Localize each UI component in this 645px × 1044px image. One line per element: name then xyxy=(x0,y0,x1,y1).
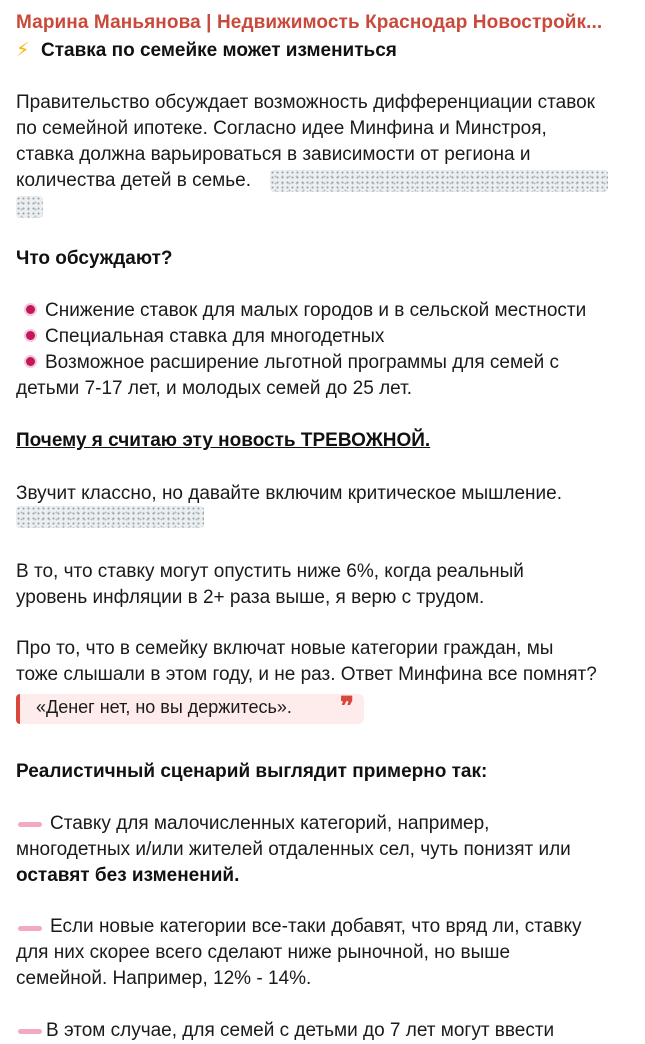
quote-text: «Денег нет, но вы держитесь». xyxy=(36,697,292,717)
scenario-2-line-2: для них скорее всего сделают ниже рыночной, но выше xyxy=(16,942,511,963)
section-title-discussion: Что обсуждают? xyxy=(16,248,173,269)
categories-line-1: Про то, что в семейку включат новые категории граждан, мы xyxy=(16,638,554,659)
categories-line-2: тоже слышали в этом году, и не раз. Ответ Минфина все помнят? xyxy=(16,664,597,685)
scenario-3-line-1: В этом случае, для семей с детьми до 7 лет могут ввести xyxy=(46,1020,555,1041)
pink-dot-icon xyxy=(26,305,35,314)
headline xyxy=(16,39,397,62)
pink-dash-icon xyxy=(18,926,42,931)
critical-thinking-line: Звучит классно, но давайте включим критическое мышление. xyxy=(16,483,562,504)
intro-line-2: по семейной ипотеке. Согласно идее Минфина и Минстроя, xyxy=(16,118,547,139)
scenario-1-line-2: многодетных и/или жителей отдаленных сел, чуть понизят или xyxy=(16,839,571,860)
intro-line-3: ставка должна варьироваться в зависимости от региона и xyxy=(16,144,531,165)
intro-line-1: Правительство обсуждает возможность дифференциации ставок xyxy=(16,92,595,113)
inflation-line-1: В то, что ставку могут опустить ниже 6%, когда реальный xyxy=(16,561,524,582)
spoiler-hidden-text[interactable] xyxy=(270,170,608,192)
pink-dot-icon xyxy=(26,331,35,340)
section-title-scenario: Реалистичный сценарий выглядит примерно так: xyxy=(16,761,488,782)
channel-name[interactable]: Марина Маньянова | Недвижимость Краснодар Новостройк... xyxy=(16,12,603,33)
headline-text: Ставка по семейке может измениться xyxy=(41,40,397,61)
pink-dash-icon xyxy=(18,1029,42,1034)
intro-line-4: количества детей в семье. xyxy=(16,170,251,191)
bullet-item-1: Снижение ставок для малых городов и в сельской местности xyxy=(45,300,587,321)
bullet-item-3: Возможное расширение льготной программы для семей с xyxy=(45,352,560,373)
scenario-1-bold: оставят без изменений. xyxy=(16,865,240,886)
bullet-item-3-cont: детьми 7-17 лет, и молодых семей до 25 лет. xyxy=(16,378,412,399)
spoiler-hidden-text-2[interactable] xyxy=(16,506,204,528)
scenario-1-line-1: Ставку для малочисленных категорий, например, xyxy=(50,813,490,834)
bullet-item-2: Специальная ставка для многодетных xyxy=(45,326,385,347)
quote-mark-icon: ❞ xyxy=(340,692,354,722)
inflation-line-2: уровень инфляции в 2+ раза выше, я верю с трудом. xyxy=(16,587,485,608)
pink-dot-icon xyxy=(26,357,35,366)
scenario-2-line-1: Если новые категории все-таки добавят, что вряд ли, ставку xyxy=(50,916,582,937)
section-title-alarming: Почему я считаю эту новость ТРЕВОЖНОЙ. xyxy=(16,430,431,451)
scenario-2-line-3: семейной. Например, 12% - 14%. xyxy=(16,968,312,989)
lightning-icon: ⚡ xyxy=(16,40,30,61)
spoiler-hidden-text-cont[interactable] xyxy=(16,196,43,218)
pink-dash-icon xyxy=(18,822,42,827)
blockquote xyxy=(16,694,364,724)
